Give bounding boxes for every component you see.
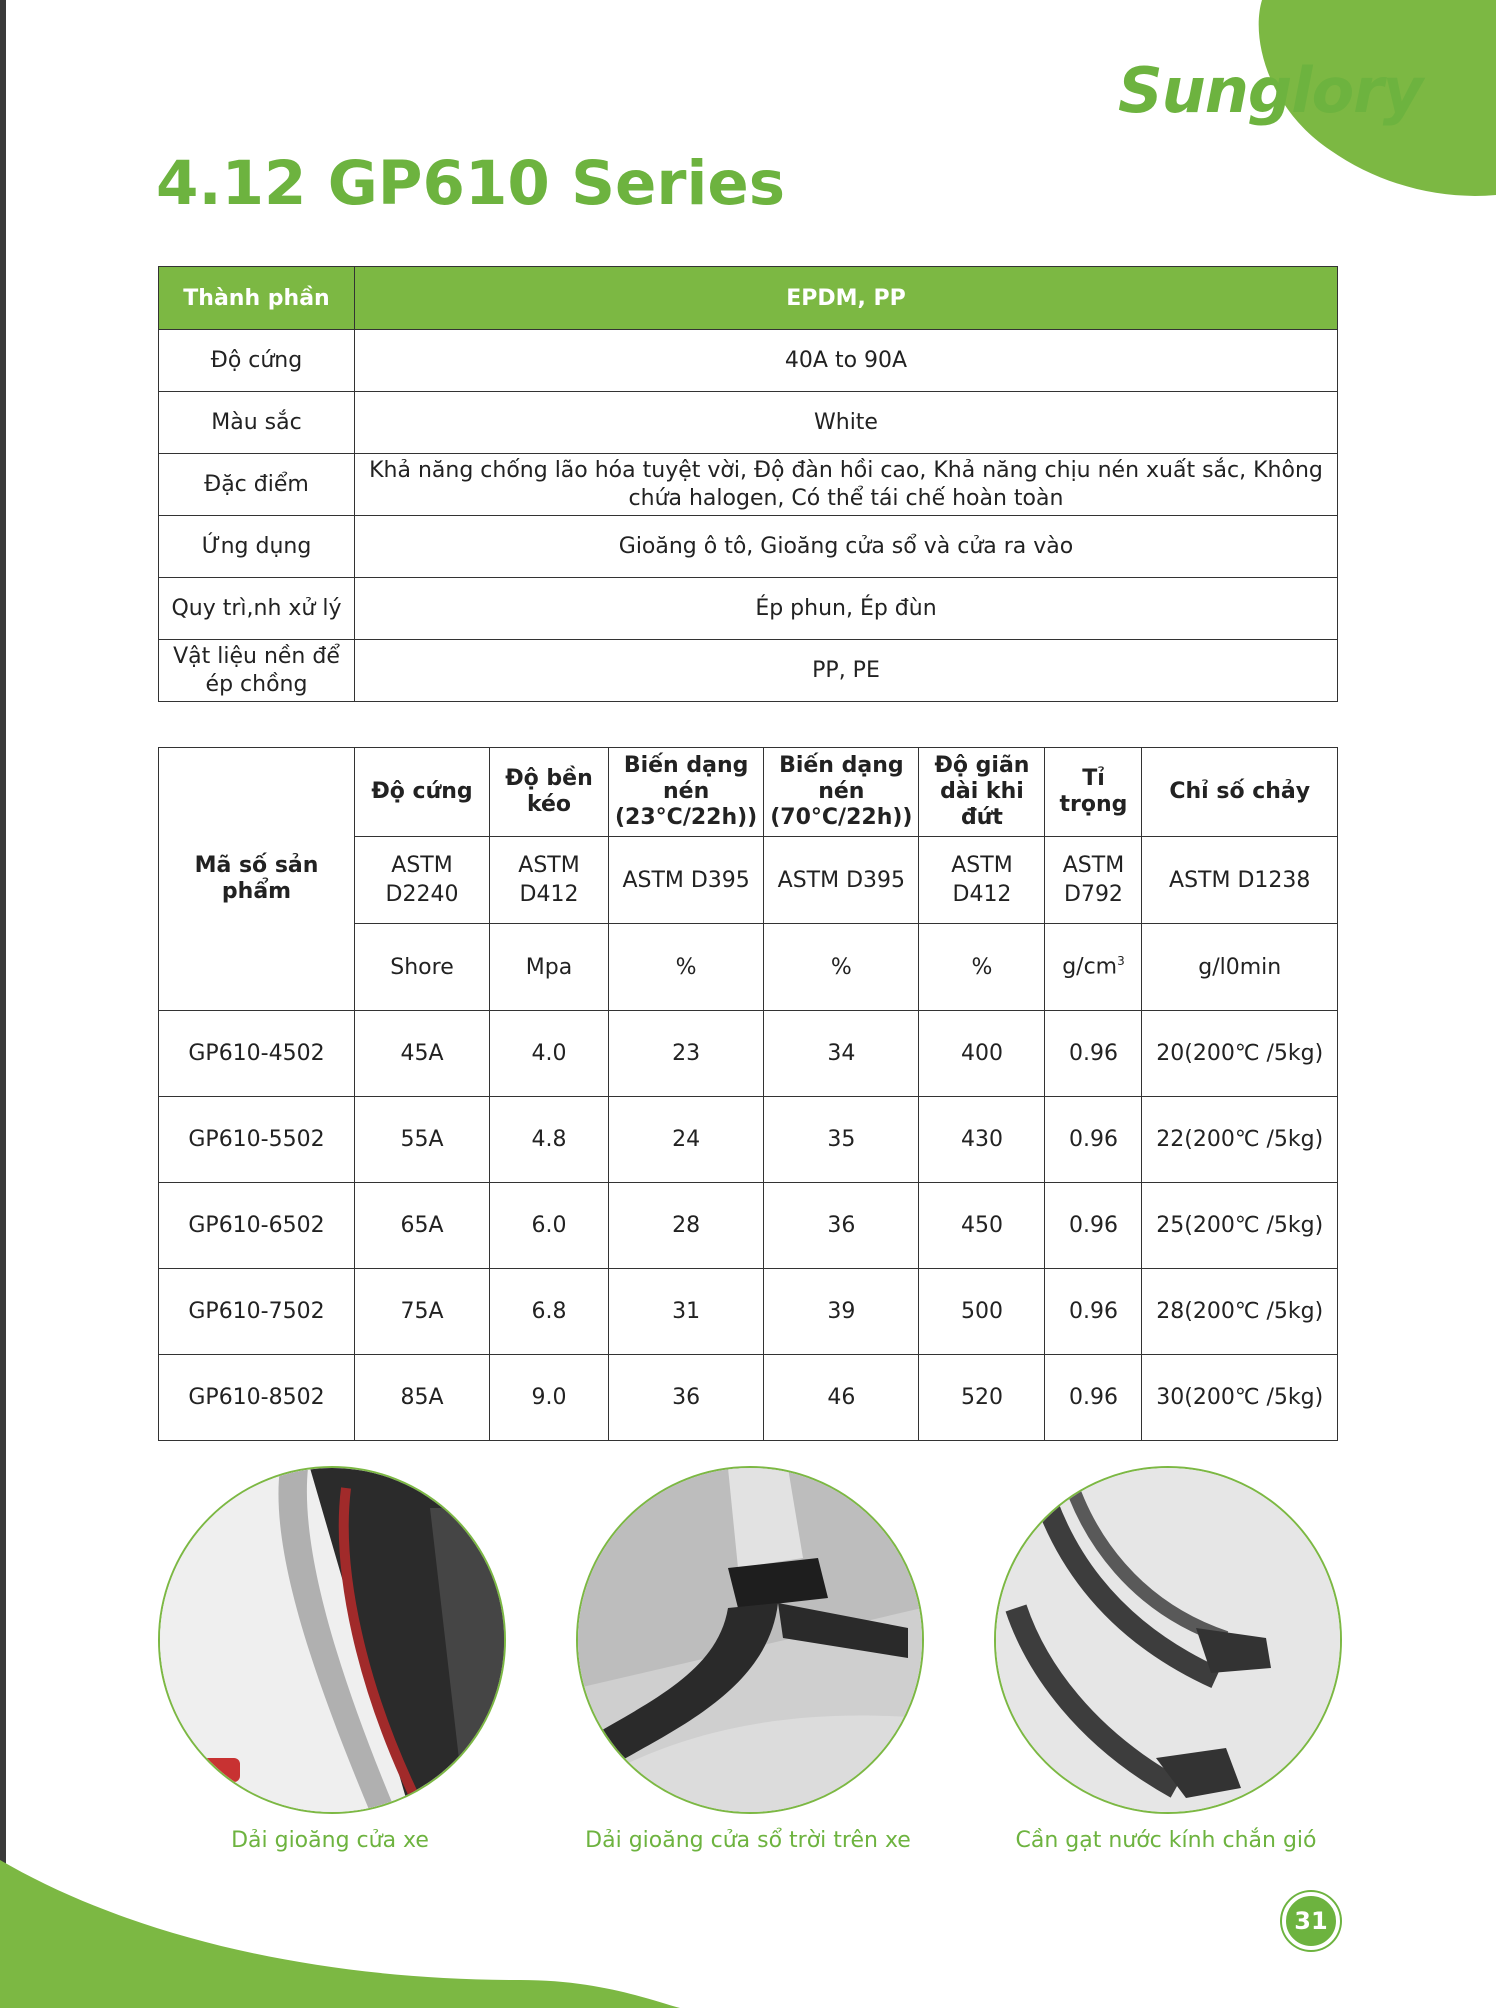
column-name: Biến dạng nén (70°C/22h)) bbox=[764, 748, 919, 837]
table-cell: 6.0 bbox=[490, 1183, 609, 1269]
column-name: Tỉ trọng bbox=[1045, 748, 1142, 837]
table-cell: 450 bbox=[919, 1183, 1045, 1269]
spec-header-key: Thành phần bbox=[159, 267, 355, 330]
column-unit: Mpa bbox=[490, 924, 609, 1011]
spec-table bbox=[158, 266, 1338, 702]
spec-row bbox=[159, 640, 1338, 702]
table-cell: 30(200℃ /5kg) bbox=[1142, 1355, 1338, 1441]
page-left-edge bbox=[0, 0, 6, 2008]
column-unit: % bbox=[764, 924, 919, 1011]
table-cell: 85A bbox=[355, 1355, 490, 1441]
spec-key: Vật liệu nền để ép chồng bbox=[159, 640, 355, 702]
column-unit: g/l0min bbox=[1142, 924, 1338, 1011]
table-cell: 23 bbox=[609, 1011, 764, 1097]
spec-key: Ứng dụng bbox=[159, 516, 355, 578]
table-cell: 28(200℃ /5kg) bbox=[1142, 1269, 1338, 1355]
spec-row bbox=[159, 392, 1338, 454]
product-code-header: Mã số sản phẩm bbox=[159, 748, 355, 1011]
table-cell: 4.8 bbox=[490, 1097, 609, 1183]
table-cell: 0.96 bbox=[1045, 1011, 1142, 1097]
column-name: Độ bền kéo bbox=[490, 748, 609, 837]
spec-value: Khả năng chống lão hóa tuyệt vời, Độ đàn hồi cao, Khả năng chịu nén xuất sắc, Không chứa halogen, Có thể tái chế hoàn toàn bbox=[355, 454, 1338, 516]
spec-key: Đặc điểm bbox=[159, 454, 355, 516]
table-cell: 31 bbox=[609, 1269, 764, 1355]
product-code: GP610-6502 bbox=[159, 1183, 355, 1269]
spec-value: Gioăng ô tô, Gioăng cửa sổ và cửa ra vào bbox=[355, 516, 1338, 578]
table-row bbox=[159, 1183, 1338, 1269]
column-unit: % bbox=[919, 924, 1045, 1011]
table-cell: 430 bbox=[919, 1097, 1045, 1183]
spec-key: Độ cứng bbox=[159, 330, 355, 392]
table-cell: 36 bbox=[609, 1355, 764, 1441]
decorative-blob-bottom bbox=[0, 1830, 1496, 2008]
spec-header-value: EPDM, PP bbox=[355, 267, 1338, 330]
table-cell: 24 bbox=[609, 1097, 764, 1183]
spec-value: PP, PE bbox=[355, 640, 1338, 702]
table-cell: 520 bbox=[919, 1355, 1045, 1441]
table-cell: 35 bbox=[764, 1097, 919, 1183]
table-cell: 400 bbox=[919, 1011, 1045, 1097]
unit-superscript: 3 bbox=[1117, 954, 1125, 969]
column-standard: ASTM D1238 bbox=[1142, 837, 1338, 924]
sunroof-seal-photo bbox=[576, 1466, 924, 1814]
product-header-names bbox=[159, 748, 1338, 837]
table-cell: 75A bbox=[355, 1269, 490, 1355]
spec-value: 40A to 90A bbox=[355, 330, 1338, 392]
table-row bbox=[159, 1355, 1338, 1441]
photo-caption: Dải gioăng cửa sổ trời trên xe bbox=[585, 1828, 911, 1853]
spec-key: Màu sắc bbox=[159, 392, 355, 454]
column-unit: % bbox=[609, 924, 764, 1011]
column-unit-density bbox=[1045, 924, 1142, 1011]
table-cell: 9.0 bbox=[490, 1355, 609, 1441]
spec-row bbox=[159, 454, 1338, 516]
column-standard: ASTM D792 bbox=[1045, 837, 1142, 924]
column-name: Độ giãn dài khi đứt bbox=[919, 748, 1045, 837]
table-cell: 36 bbox=[764, 1183, 919, 1269]
column-standard: ASTM D2240 bbox=[355, 837, 490, 924]
spec-row bbox=[159, 516, 1338, 578]
table-cell: 65A bbox=[355, 1183, 490, 1269]
table-cell: 25(200℃ /5kg) bbox=[1142, 1183, 1338, 1269]
spec-row bbox=[159, 578, 1338, 640]
column-standard: ASTM D395 bbox=[609, 837, 764, 924]
spec-row bbox=[159, 330, 1338, 392]
column-standard: ASTM D412 bbox=[919, 837, 1045, 924]
product-code: GP610-4502 bbox=[159, 1011, 355, 1097]
table-cell: 0.96 bbox=[1045, 1183, 1142, 1269]
table-cell: 28 bbox=[609, 1183, 764, 1269]
column-name: Biến dạng nén (23°C/22h)) bbox=[609, 748, 764, 837]
product-code: GP610-5502 bbox=[159, 1097, 355, 1183]
photo-caption: Cần gạt nước kính chắn gió bbox=[1015, 1828, 1317, 1853]
product-code: GP610-7502 bbox=[159, 1269, 355, 1355]
table-cell: 500 bbox=[919, 1269, 1045, 1355]
table-cell: 6.8 bbox=[490, 1269, 609, 1355]
table-cell: 34 bbox=[764, 1011, 919, 1097]
wiper-blade-photo bbox=[994, 1466, 1342, 1814]
table-cell: 45A bbox=[355, 1011, 490, 1097]
table-row bbox=[159, 1269, 1338, 1355]
column-standard: ASTM D395 bbox=[764, 837, 919, 924]
table-row bbox=[159, 1011, 1338, 1097]
spec-header-row bbox=[159, 267, 1338, 330]
table-cell: 22(200℃ /5kg) bbox=[1142, 1097, 1338, 1183]
unit-base: g/cm bbox=[1062, 954, 1118, 980]
table-cell: 4.0 bbox=[490, 1011, 609, 1097]
spec-value: White bbox=[355, 392, 1338, 454]
brand-logo: Sunglory bbox=[1118, 54, 1423, 127]
car-door-seal-photo bbox=[158, 1466, 506, 1814]
column-name: Độ cứng bbox=[355, 748, 490, 837]
table-cell: 0.96 bbox=[1045, 1097, 1142, 1183]
table-cell: 46 bbox=[764, 1355, 919, 1441]
page-number: 31 bbox=[1282, 1892, 1340, 1950]
table-cell: 0.96 bbox=[1045, 1269, 1142, 1355]
table-cell: 55A bbox=[355, 1097, 490, 1183]
table-cell: 39 bbox=[764, 1269, 919, 1355]
column-unit: Shore bbox=[355, 924, 490, 1011]
spec-key: Quy trì,nh xử lý bbox=[159, 578, 355, 640]
spec-value: Ép phun, Ép đùn bbox=[355, 578, 1338, 640]
product-table bbox=[158, 747, 1338, 1441]
product-code: GP610-8502 bbox=[159, 1355, 355, 1441]
column-standard: ASTM D412 bbox=[490, 837, 609, 924]
table-cell: 20(200℃ /5kg) bbox=[1142, 1011, 1338, 1097]
table-row bbox=[159, 1097, 1338, 1183]
column-name: Chỉ số chảy bbox=[1142, 748, 1338, 837]
table-cell: 0.96 bbox=[1045, 1355, 1142, 1441]
photo-caption: Dải gioăng cửa xe bbox=[231, 1828, 429, 1853]
page-title: 4.12 GP610 Series bbox=[156, 148, 786, 219]
